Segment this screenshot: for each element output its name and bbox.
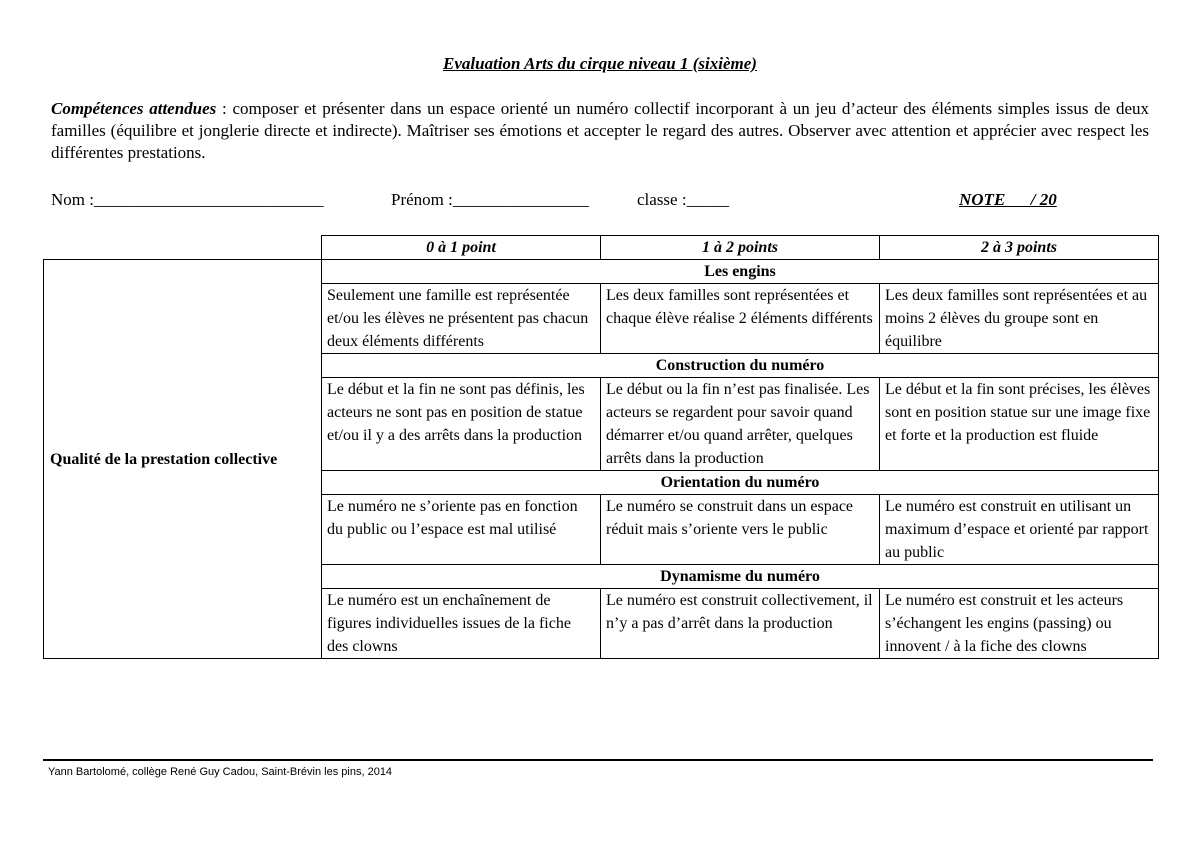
header-0-1-point: 0 à 1 point (322, 236, 601, 260)
criteria-cell: Le numéro est construit et les acteurs s’échangent les engins (passing) ou innovent / à la fiche des clowns (880, 589, 1159, 659)
student-id-line (51, 190, 1151, 214)
criteria-cell: Le numéro est construit en utilisant un maximum d’espace et orienté par rapport au public (880, 495, 1159, 565)
header-row (44, 236, 1159, 260)
competences-label: Compétences attendues (51, 99, 217, 118)
header-2-3-points: 2 à 3 points (880, 236, 1159, 260)
evaluation-table (43, 235, 1159, 659)
prenom-field[interactable]: Prénom :________________ (391, 190, 589, 209)
criteria-cell: Seulement une famille est représentée et/ou les élèves ne présentent pas chacun deux éléments différents (322, 284, 601, 354)
criteria-cell: Le numéro se construit dans un espace réduit mais s’oriente vers le public (601, 495, 880, 565)
criteria-cell: Le début et la fin ne sont pas définis, les acteurs ne sont pas en position de statue et/ou il y a des arrêts dans la production (322, 378, 601, 471)
criteria-cell: Le numéro est construit collectivement, il n’y a pas d’arrêt dans la production (601, 589, 880, 659)
section-orientation: Orientation du numéro (322, 471, 1159, 495)
note-field: NOTE / 20 (959, 190, 1057, 209)
row-label: Qualité de la prestation collective (44, 260, 322, 659)
criteria-cell: Le début et la fin sont précises, les élèves sont en position statue sur une image fixe et forte et la production est fluide (880, 378, 1159, 471)
nom-field[interactable]: Nom :___________________________ (51, 190, 324, 209)
classe-field[interactable]: classe :_____ (637, 190, 730, 209)
competences-text: : composer et présenter dans un espace orienté un numéro collectif incorporant à un jeu d’acteur des éléments simples issus de deux familles (équilibre et jonglerie directe et indirecte). Maîtriser ses émotions et accepter le regard des autres. Observer avec attention et apprécier avec respect les différentes prestations. (51, 99, 1149, 162)
section-construction: Construction du numéro (322, 354, 1159, 378)
blank-corner-cell (44, 236, 322, 260)
section-dynamisme: Dynamisme du numéro (322, 565, 1159, 589)
section-les-engins: Les engins (322, 260, 1159, 284)
criteria-cell: Les deux familles sont représentées et chaque élève réalise 2 éléments différents (601, 284, 880, 354)
criteria-cell: Le numéro ne s’oriente pas en fonction du public ou l’espace est mal utilisé (322, 495, 601, 565)
criteria-cell: Les deux familles sont représentées et au moins 2 élèves du groupe sont en équilibre (880, 284, 1159, 354)
competences-paragraph (51, 98, 1149, 164)
header-1-2-points: 1 à 2 points (601, 236, 880, 260)
section-title-row (44, 260, 1159, 284)
footer-divider (43, 759, 1153, 761)
footer-credit: Yann Bartolomé, collège René Guy Cadou, Saint-Brévin les pins, 2014 (48, 766, 393, 778)
criteria-cell: Le numéro est un enchaînement de figures individuelles issues de la fiche des clowns (322, 589, 601, 659)
criteria-cell: Le début ou la fin n’est pas finalisée. Les acteurs se regardent pour savoir quand démarrer et/ou quand arrêter, quelques arrêts dans la production (601, 378, 880, 471)
document-title: Evaluation Arts du cirque niveau 1 (sixième) (443, 54, 757, 73)
